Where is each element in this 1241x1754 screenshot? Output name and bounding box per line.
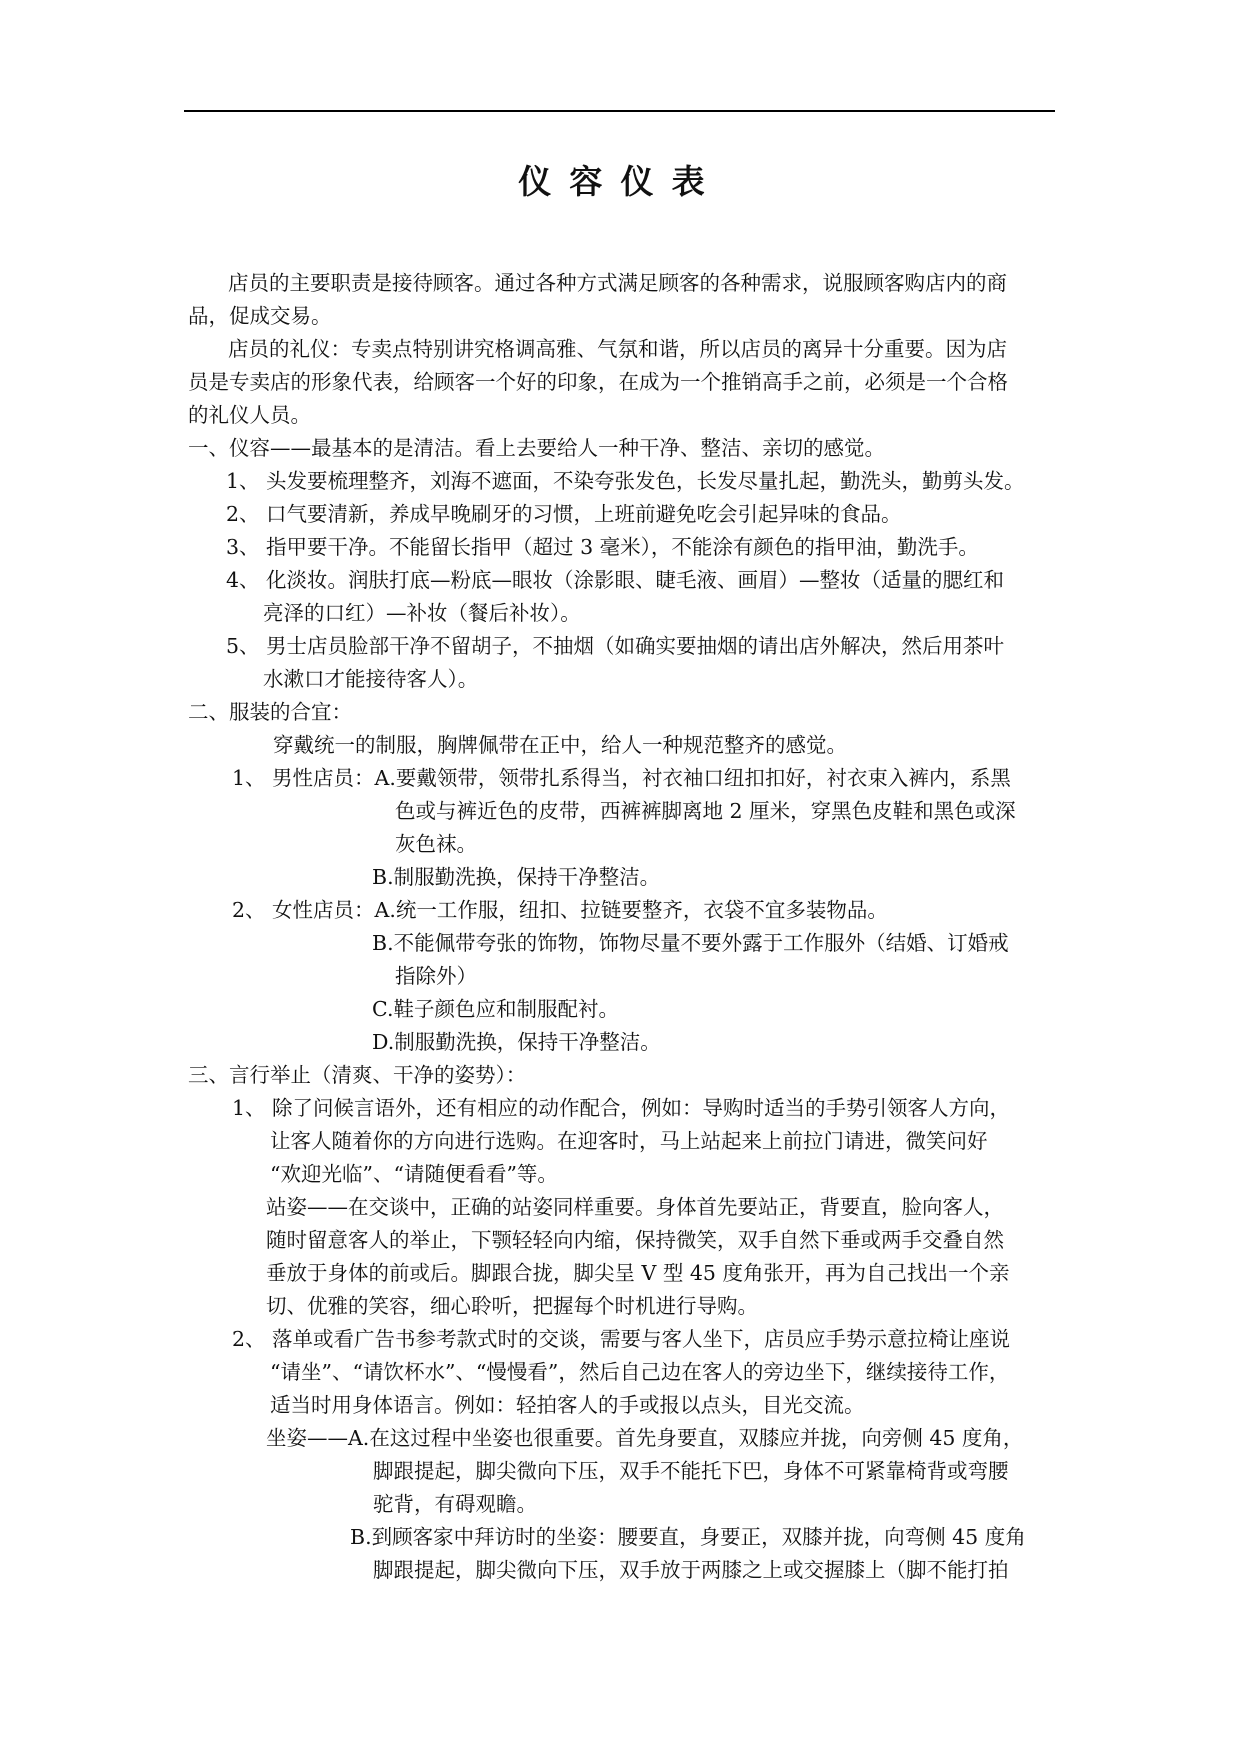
text-line: 坐姿——A.在这过程中坐姿也很重要。首先身要直，双膝应并拢，向旁侧 45 度角，	[266, 1426, 1024, 1450]
page-title: 仪容仪表	[518, 162, 723, 201]
text-line: 指除外）	[395, 964, 477, 988]
text-line: 员是专卖店的形象代表，给顾客一个好的印象，在成为一个推销高手之前，必须是一个合格	[188, 370, 1008, 394]
text-line: 店员的主要职责是接待顾客。通过各种方式满足顾客的各种需求，说服顾客购店内的商	[228, 271, 1007, 295]
text-line: 脚跟提起，脚尖微向下压，双手不能托下巴，身体不可紧靠椅背或弯腰	[373, 1459, 1009, 1483]
text-line: 5、 男士店员脸部干净不留胡子，不抽烟（如确实要抽烟的请出店外解决，然后用茶叶	[226, 634, 1005, 658]
text-line: 脚跟提起，脚尖微向下压，双手放于两膝之上或交握膝上（脚不能打拍	[373, 1558, 1009, 1582]
text-line: 切、优雅的笑容，细心聆听，把握每个时机进行导购。	[266, 1294, 758, 1318]
text-line: C.鞋子颜色应和制服配衬。	[372, 997, 619, 1021]
text-line: 驼背，有碍观瞻。	[373, 1492, 537, 1516]
text-line: 的礼仪人员。	[188, 403, 311, 427]
text-line: B.制服勤洗换，保持干净整洁。	[372, 865, 661, 889]
text-line: 随时留意客人的举止，下颚轻轻向内缩，保持微笑，双手自然下垂或两手交叠自然	[266, 1228, 1004, 1252]
header-rule	[184, 110, 1055, 112]
text-line: 二、服装的合宜：	[188, 700, 352, 724]
text-line: 1、 男性店员：A.要戴领带，领带扎系得当，衬衣袖口纽扣扣好，衬衣束入裤内，系黑	[232, 766, 1011, 790]
text-line: 适当时用身体语言。例如：轻拍客人的手或报以点头，目光交流。	[270, 1393, 865, 1417]
text-line: 2、 落单或看广告书参考款式时的交谈，需要与客人坐下，店员应手势示意拉椅让座说	[232, 1327, 1011, 1351]
text-line: 1、 除了问候言语外，还有相应的动作配合，例如：导购时适当的手势引领客人方向，	[232, 1096, 1011, 1120]
text-line: “请坐”、“请饮杯水”、“慢慢看”，然后自己边在客人的旁边坐下，继续接待工作，	[270, 1360, 1010, 1384]
text-line: 4、 化淡妆。润肤打底—粉底—眼妆（涂影眼、睫毛液、画眉）—整妆（适量的腮红和	[226, 568, 1005, 592]
text-line: 3、 指甲要干净。不能留长指甲（超过 3 毫米），不能涂有颜色的指甲油，勤洗手。	[226, 535, 979, 559]
text-line: 1、 头发要梳理整齐，刘海不遮面，不染夸张发色，长发尽量扎起，勤洗头，勤剪头发。	[226, 469, 1025, 493]
text-line: “欢迎光临”、“请随便看看”等。	[270, 1162, 558, 1186]
text-line: 穿戴统一的制服，胸牌佩带在正中，给人一种规范整齐的感觉。	[273, 733, 847, 757]
text-line: B.到顾客家中拜访时的坐姿：腰要直，身要正，双膝并拢，向弯侧 45 度角	[350, 1525, 1026, 1549]
text-line: 让客人随着你的方向进行选购。在迎客时，马上站起来上前拉门请进，微笑问好	[270, 1129, 988, 1153]
text-line: 2、 女性店员：A.统一工作服，纽扣、拉链要整齐，衣袋不宜多装物品。	[232, 898, 888, 922]
text-line: 店员的礼仪：专卖点特别讲究格调高雅、气氛和谐，所以店员的离异十分重要。因为店	[228, 337, 1007, 361]
text-line: 亮泽的口红）—补妆（餐后补妆）。	[263, 601, 581, 625]
text-line: 垂放于身体的前或后。脚跟合拢，脚尖呈 V 型 45 度角张开，再为自己找出一个亲	[266, 1261, 1010, 1285]
text-line: 色或与裤近色的皮带，西裤裤脚离地 2 厘米，穿黑色皮鞋和黑色或深	[395, 799, 1016, 823]
text-line: 站姿——在交谈中，正确的站姿同样重要。身体首先要站正，背要直，脸向客人，	[266, 1195, 1004, 1219]
text-line: 一、仪容——最基本的是清洁。看上去要给人一种干净、整洁、亲切的感觉。	[188, 436, 885, 460]
text-line: B.不能佩带夸张的饰物，饰物尽量不要外露于工作服外（结婚、订婚戒	[372, 931, 1009, 955]
text-line: 2、 口气要清新，养成早晚刷牙的习惯，上班前避免吃会引起异味的食品。	[226, 502, 902, 526]
text-line: D.制服勤洗换，保持干净整洁。	[372, 1030, 661, 1054]
text-line: 三、言行举止（清爽、干净的姿势）：	[188, 1063, 527, 1087]
text-line: 品，促成交易。	[188, 304, 332, 328]
text-line: 灰色袜。	[395, 832, 477, 856]
text-line: 水漱口才能接待客人）。	[263, 667, 479, 691]
